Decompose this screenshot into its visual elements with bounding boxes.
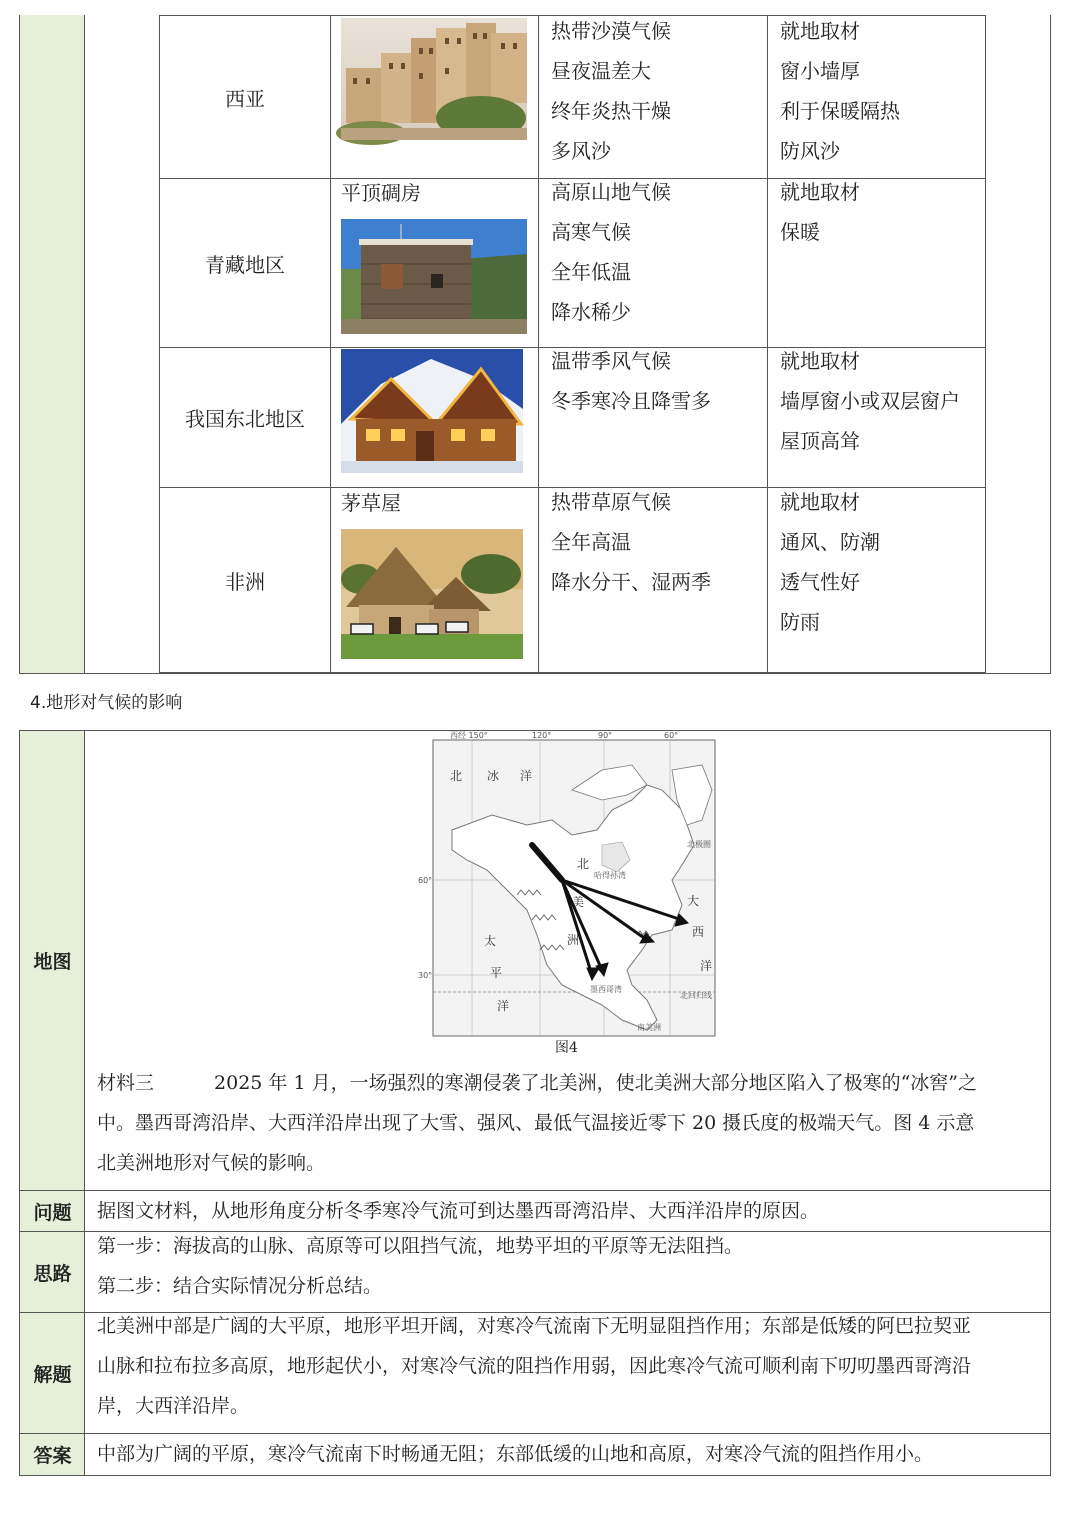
outer-table-bottom-border	[19, 673, 1051, 674]
climate-line: 全年高温	[551, 530, 631, 554]
climate-cell	[539, 482, 767, 602]
tibet-house-photo	[341, 219, 527, 334]
feature-line: 利于保暖隔热	[780, 99, 900, 123]
feature-line: 墙厚窗小或双层窗户	[780, 389, 960, 413]
house-type-label: 平顶碉房	[341, 181, 421, 205]
region-name: 青藏地区	[205, 252, 285, 277]
climate-cell	[539, 172, 767, 332]
approach-line: 第二步：结合实际情况分析总结。	[97, 1275, 383, 1297]
map-top-tick: 120°	[532, 731, 552, 740]
region-cell	[160, 179, 330, 347]
material-line: 北美洲地形对气候的影响。	[97, 1152, 326, 1174]
feature-cell	[768, 341, 985, 461]
solution-line: 北美洲中部是广阔的大平原，地形平坦开阔，对寒冷气流南下无明显阻挡作用；东部是低矮的阿巴拉契亚	[97, 1315, 972, 1337]
feature-line: 屋顶高耸	[780, 429, 860, 453]
climate-line: 全年低温	[551, 260, 631, 284]
gulf-label: 墨西哥湾	[590, 985, 622, 994]
question-text: 据图文材料，从地形角度分析冬季寒冷气流可到达墨西哥湾沿岸、大西洋沿岸的原因。	[97, 1200, 820, 1222]
material-line: 2025 年 1 月，一场强烈的寒潮侵袭了北美洲，使北美洲大部分地区陷入了极寒的“冰窖”之	[214, 1072, 978, 1094]
answer-label: 答案	[33, 1445, 72, 1467]
feature-line: 通风、防潮	[780, 530, 880, 554]
solution-line: 岸，大西洋沿岸。	[97, 1395, 250, 1417]
pacific-label: 平	[490, 966, 503, 980]
climate-line: 降水分干、湿两季	[551, 570, 711, 594]
atlantic-label: 洋	[700, 959, 713, 973]
region-cell	[160, 16, 330, 178]
climate-line: 多风沙	[551, 139, 611, 163]
feature-cell	[768, 11, 985, 171]
solution-label: 解题	[33, 1363, 72, 1386]
map-top-tick: 90°	[598, 731, 613, 740]
feature-line: 就地取材	[780, 490, 860, 514]
feature-line: 窗小墙厚	[780, 59, 860, 83]
region-name: 西亚	[225, 86, 265, 111]
solution-line: 山脉和拉布拉多高原，地形起伏小，对寒冷气流的阻挡作用弱，因此寒冷气流可顺利南下叨叨墨西哥湾沿	[97, 1355, 972, 1377]
approach-line: 第一步：海拔高的山脉、高原等可以阻挡气流，地势平坦的平原等无法阻挡。	[97, 1235, 744, 1257]
climate-line: 高寒气候	[551, 220, 631, 244]
outer-label-column	[19, 15, 85, 674]
pacific-label: 洋	[497, 999, 510, 1013]
house-type-label: 茅草屋	[341, 491, 401, 515]
climate-cell	[539, 11, 767, 171]
arctic-label: 洋	[520, 769, 533, 783]
climate-line: 热带草原气候	[551, 490, 671, 514]
map-top-tick: 60°	[664, 731, 679, 740]
region-name: 非洲	[225, 570, 265, 594]
climate-cell	[539, 341, 767, 421]
feature-line: 透气性好	[780, 570, 860, 594]
feature-line: 保暖	[780, 220, 820, 244]
continent-label: 洲	[567, 933, 580, 947]
south-america-label: 南美洲	[637, 1023, 661, 1032]
climate-line: 热带沙漠气候	[551, 19, 671, 43]
map-top-tick: 西经 150°	[450, 731, 488, 740]
feature-cell	[768, 482, 985, 642]
africa-hut-photo	[341, 529, 523, 659]
continent-label: 美	[572, 895, 585, 909]
region-name: 我国东北地区	[185, 407, 305, 431]
hudson-label: 哈得孙湾	[594, 871, 626, 880]
feature-line: 就地取材	[780, 19, 860, 43]
material-label: 材料三	[97, 1072, 155, 1094]
greenland-label: 北极圈	[687, 840, 711, 849]
map-caption: 图4	[555, 1040, 578, 1056]
west-asia-house-photo	[341, 18, 527, 140]
arctic-label: 北	[450, 769, 463, 783]
northeast-house-photo	[341, 349, 523, 473]
approach-text	[85, 1226, 1050, 1306]
region-cell	[160, 348, 330, 487]
region-cell	[160, 488, 330, 673]
feature-line: 防风沙	[780, 139, 840, 163]
material-text	[85, 1063, 1050, 1183]
feature-line: 防雨	[780, 610, 820, 634]
climate-line: 温带季风气候	[551, 349, 671, 373]
map-left-tick: 60°	[418, 876, 433, 885]
question-label: 问题	[33, 1201, 72, 1224]
feature-line: 就地取材	[780, 349, 860, 373]
pacific-label: 太	[484, 934, 497, 948]
answer-text: 中部为广阔的平原，寒冷气流南下时畅通无阻；东部低缓的山地和高原，对寒冷气流的阻挡作用小。	[97, 1443, 934, 1465]
grid-line	[330, 15, 331, 673]
outer-table-right-border	[1050, 15, 1051, 674]
continent-label: 北	[577, 857, 590, 871]
feature-cell	[768, 172, 985, 252]
climate-line: 高原山地气候	[551, 180, 671, 204]
solution-text	[85, 1306, 1050, 1426]
climate-line: 降水稀少	[551, 300, 631, 324]
material-line: 中。墨西哥湾沿岸、大西洋沿岸出现了大雪、强风、最低气温接近零下 20 摄氏度的极端天气。图 4 示意	[97, 1112, 975, 1134]
atlantic-label: 西	[692, 925, 705, 939]
approach-label: 思路	[33, 1262, 72, 1285]
climate-line: 冬季寒冷且降雪多	[551, 389, 711, 413]
climate-line: 终年炎热干燥	[551, 99, 671, 123]
feature-line: 就地取材	[780, 180, 860, 204]
north-america-map	[418, 730, 716, 1037]
arctic-label: 冰	[487, 769, 500, 783]
map-label: 地图	[33, 951, 72, 973]
section-title: 4.地形对气候的影响	[30, 693, 183, 713]
atlantic-label: 大	[687, 894, 700, 908]
climate-line: 昼夜温差大	[551, 59, 651, 83]
map-left-tick: 30°	[418, 971, 433, 980]
tropic-label: 北回归线	[680, 991, 712, 1000]
